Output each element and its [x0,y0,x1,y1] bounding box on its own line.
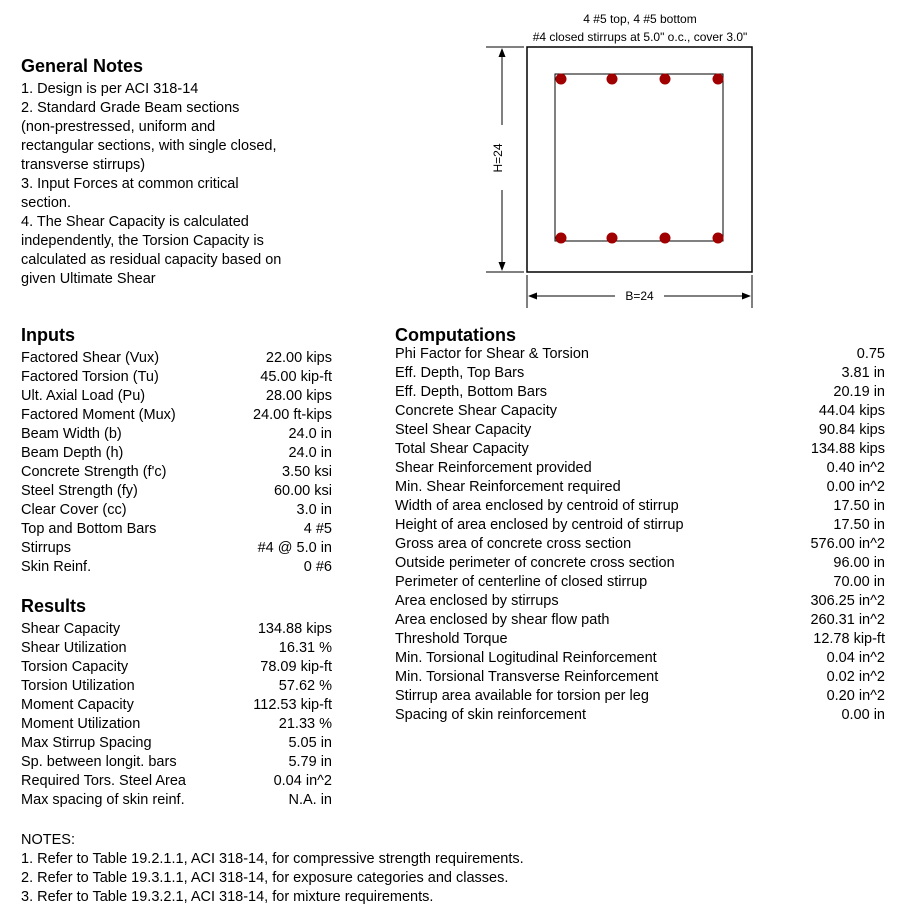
computations-row [395,630,885,649]
computations-row-value: 260.31 in^2 [810,612,885,628]
inputs-row [21,558,332,577]
bottom-bar-4 [713,233,724,244]
computations-row-label: Min. Torsional Logitudinal Reinforcement [395,650,657,666]
computations-row-value: 0.20 in^2 [826,688,885,704]
results-row [21,715,332,734]
inputs-row-label: Factored Torsion (Tu) [21,369,159,385]
computations-row-value: 576.00 in^2 [810,536,885,552]
computations-row-value: 96.00 in [833,555,885,571]
computations-row-value: 0.00 in [841,707,885,723]
results-row-value: 0.04 in^2 [273,773,332,789]
computations-row-label: Total Shear Capacity [395,441,529,457]
computations-row-label: Spacing of skin reinforcement [395,707,587,723]
computations-row-value: 3.81 in [841,365,885,381]
computations-row-value: 70.00 in [833,574,885,590]
stirrup-outline [555,74,723,241]
computations-row-value: 0.04 in^2 [826,650,885,666]
computations-row [395,649,885,668]
inputs-row [21,539,332,558]
top-bar-2 [607,74,618,85]
bottom-bar-1 [556,233,567,244]
computations-row-label: Stirrup area available for torsion per leg [395,688,649,704]
inputs-row-label: Stirrups [21,540,71,556]
computations-row-label: Outside perimeter of concrete cross section [395,555,675,571]
results-row [21,791,332,810]
computations-row [395,706,885,725]
computations-row [395,497,885,516]
computations-row-label: Eff. Depth, Top Bars [395,365,525,381]
results-row [21,620,332,639]
inputs-row-value: 3.50 ksi [282,464,332,480]
note-item: 2. Refer to Table 19.3.1.1, ACI 318-14, for exposure categories and classes. [21,870,509,886]
computations-row-label: Width of area enclosed by centroid of stirrup [395,498,679,514]
inputs-row [21,368,332,387]
computations-row-value: 17.50 in [833,498,885,514]
results-row-label: Sp. between longit. bars [21,754,177,770]
top-bar-4 [713,74,724,85]
inputs-row-value: 24.00 ft-kips [253,407,332,423]
computations-row-value: 0.40 in^2 [826,460,885,476]
inputs-row-value: 24.0 in [288,445,332,461]
inputs-row-label: Beam Width (b) [21,426,122,442]
inputs-row-label: Steel Strength (fy) [21,483,138,499]
computations-row [395,440,885,459]
results-row-label: Shear Utilization [21,640,127,656]
computations-row-label: Threshold Torque [395,631,508,647]
top-bar-3 [660,74,671,85]
results-row-value: 57.62 % [278,678,332,694]
computations-row-value: 12.78 kip-ft [813,631,885,647]
inputs-row [21,406,332,425]
inputs-row-label: Factored Moment (Mux) [21,407,176,423]
general-notes-title: General Notes [21,56,144,76]
results-row [21,658,332,677]
computations-row-label: Eff. Depth, Bottom Bars [395,384,548,400]
computations-row [395,592,885,611]
computations-row [395,421,885,440]
width-label: B=24 [625,289,654,303]
inputs-row [21,501,332,520]
computations-row-label: Phi Factor for Shear & Torsion [395,346,589,362]
inputs-row-label: Factored Shear (Vux) [21,350,160,366]
computations-row-label: Steel Shear Capacity [395,422,532,438]
bottom-bar-3 [660,233,671,244]
computations-row [395,383,885,402]
height-dimension [486,47,524,272]
beam-section-diagram [480,40,770,315]
inputs-row-label: Ult. Axial Load (Pu) [21,388,146,404]
results-row-label: Required Tors. Steel Area [21,773,186,789]
results-row-value: 134.88 kips [257,621,332,637]
results-row-label: Moment Capacity [21,697,134,713]
computations-row-value: 0.75 [856,346,885,362]
inputs-row [21,444,332,463]
computations-row [395,611,885,630]
computations-row [395,459,885,478]
inputs-row [21,349,332,368]
results-row-value: N.A. in [288,792,332,808]
results-row-label: Max spacing of skin reinf. [21,792,185,808]
computations-row-value: 306.25 in^2 [810,593,885,609]
results-row-label: Max Stirrup Spacing [21,735,152,751]
inputs-row-value: 28.00 kips [265,388,332,404]
computations-row-value: 90.84 kips [818,422,885,438]
bottom-bar-2 [607,233,618,244]
general-notes-text: 1. Design is per ACI 318-14 2. Standard Grade Beam sections (non-prestressed, uniform and rectangular sections, with single closed, transverse stirrups) 3. Input Forces at common critical section. 4. The Shear Capacity is calculated independently, the Torsion Capacity is calculated as residual capacity based on given Ultimate Shear [21,81,282,287]
inputs-row-value: 45.00 kip-ft [260,369,332,385]
computations-row-label: Shear Reinforcement provided [395,460,592,476]
results-row [21,772,332,791]
inputs-row [21,463,332,482]
computations-row-value: 0.00 in^2 [826,479,885,495]
results-row-value: 5.05 in [288,735,332,751]
inputs-row-value: 24.0 in [288,426,332,442]
computations-row-label: Area enclosed by stirrups [395,593,559,609]
results-row [21,696,332,715]
height-label: H=24 [491,143,505,173]
width-dimension [527,275,752,308]
inputs-row-value: #4 @ 5.0 in [257,540,332,556]
inputs-row-label: Beam Depth (h) [21,445,124,461]
inputs-row-value: 0 #6 [303,559,332,575]
computations-row-label: Height of area enclosed by centroid of stirrup [395,517,684,533]
computations-row-value: 44.04 kips [818,403,885,419]
computations-row [395,687,885,706]
inputs-row-label: Clear Cover (cc) [21,502,127,518]
note-item: 1. Refer to Table 19.2.1.1, ACI 318-14, for compressive strength requirements. [21,851,524,867]
results-row-label: Torsion Capacity [21,659,129,675]
inputs-row-label: Concrete Strength (f'c) [21,464,167,480]
inputs-title: Inputs [21,325,75,345]
results-row-label: Moment Utilization [21,716,141,732]
computations-row [395,535,885,554]
top-bar-1 [556,74,567,85]
computations-row [395,668,885,687]
computations-row [395,554,885,573]
results-row-value: 78.09 kip-ft [260,659,332,675]
diagram-caption-bars: 4 #5 top, 4 #5 bottom [583,12,697,26]
computations-row-label: Min. Shear Reinforcement required [395,479,621,495]
computations-row [395,516,885,535]
inputs-row-value: 60.00 ksi [273,483,332,499]
computations-row-value: 134.88 kips [810,441,885,457]
computations-row [395,364,885,383]
inputs-row [21,425,332,444]
computations-row [395,573,885,592]
inputs-row-label: Top and Bottom Bars [21,521,157,537]
results-row [21,639,332,658]
inputs-row [21,387,332,406]
computations-row [395,345,885,364]
computations-row-label: Perimeter of centerline of closed stirrup [395,574,648,590]
results-row-label: Torsion Utilization [21,678,135,694]
results-row-value: 21.33 % [278,716,332,732]
results-title: Results [21,596,87,616]
computations-row-label: Area enclosed by shear flow path [395,612,610,628]
computations-row-label: Concrete Shear Capacity [395,403,557,419]
inputs-row [21,520,332,539]
computations-row-label: Gross area of concrete cross section [395,536,632,552]
results-row-value: 16.31 % [278,640,332,656]
inputs-row-value: 22.00 kips [265,350,332,366]
inputs-row-value: 4 #5 [303,521,332,537]
note-item: 3. Refer to Table 19.3.2.1, ACI 318-14, for mixture requirements. [21,889,434,905]
computations-row-value: 17.50 in [833,517,885,533]
results-row-value: 5.79 in [288,754,332,770]
computations-row-value: 0.02 in^2 [826,669,885,685]
inputs-row-label: Skin Reinf. [21,559,92,575]
inputs-row-value: 3.0 in [296,502,332,518]
results-row [21,734,332,753]
notes-title: NOTES: [21,832,75,848]
diagram-caption-stirrups: #4 closed stirrups at 5.0" o.c., cover 3.0" [532,30,748,44]
computations-row-label: Min. Torsional Transverse Reinforcement [395,669,659,685]
results-row-label: Shear Capacity [21,621,121,637]
results-row [21,677,332,696]
results-row [21,753,332,772]
results-row-value: 112.53 kip-ft [253,697,332,713]
computations-row-value: 20.19 in [833,384,885,400]
computations-title: Computations [395,325,516,345]
computations-row [395,402,885,421]
inputs-row [21,482,332,501]
computations-row [395,478,885,497]
